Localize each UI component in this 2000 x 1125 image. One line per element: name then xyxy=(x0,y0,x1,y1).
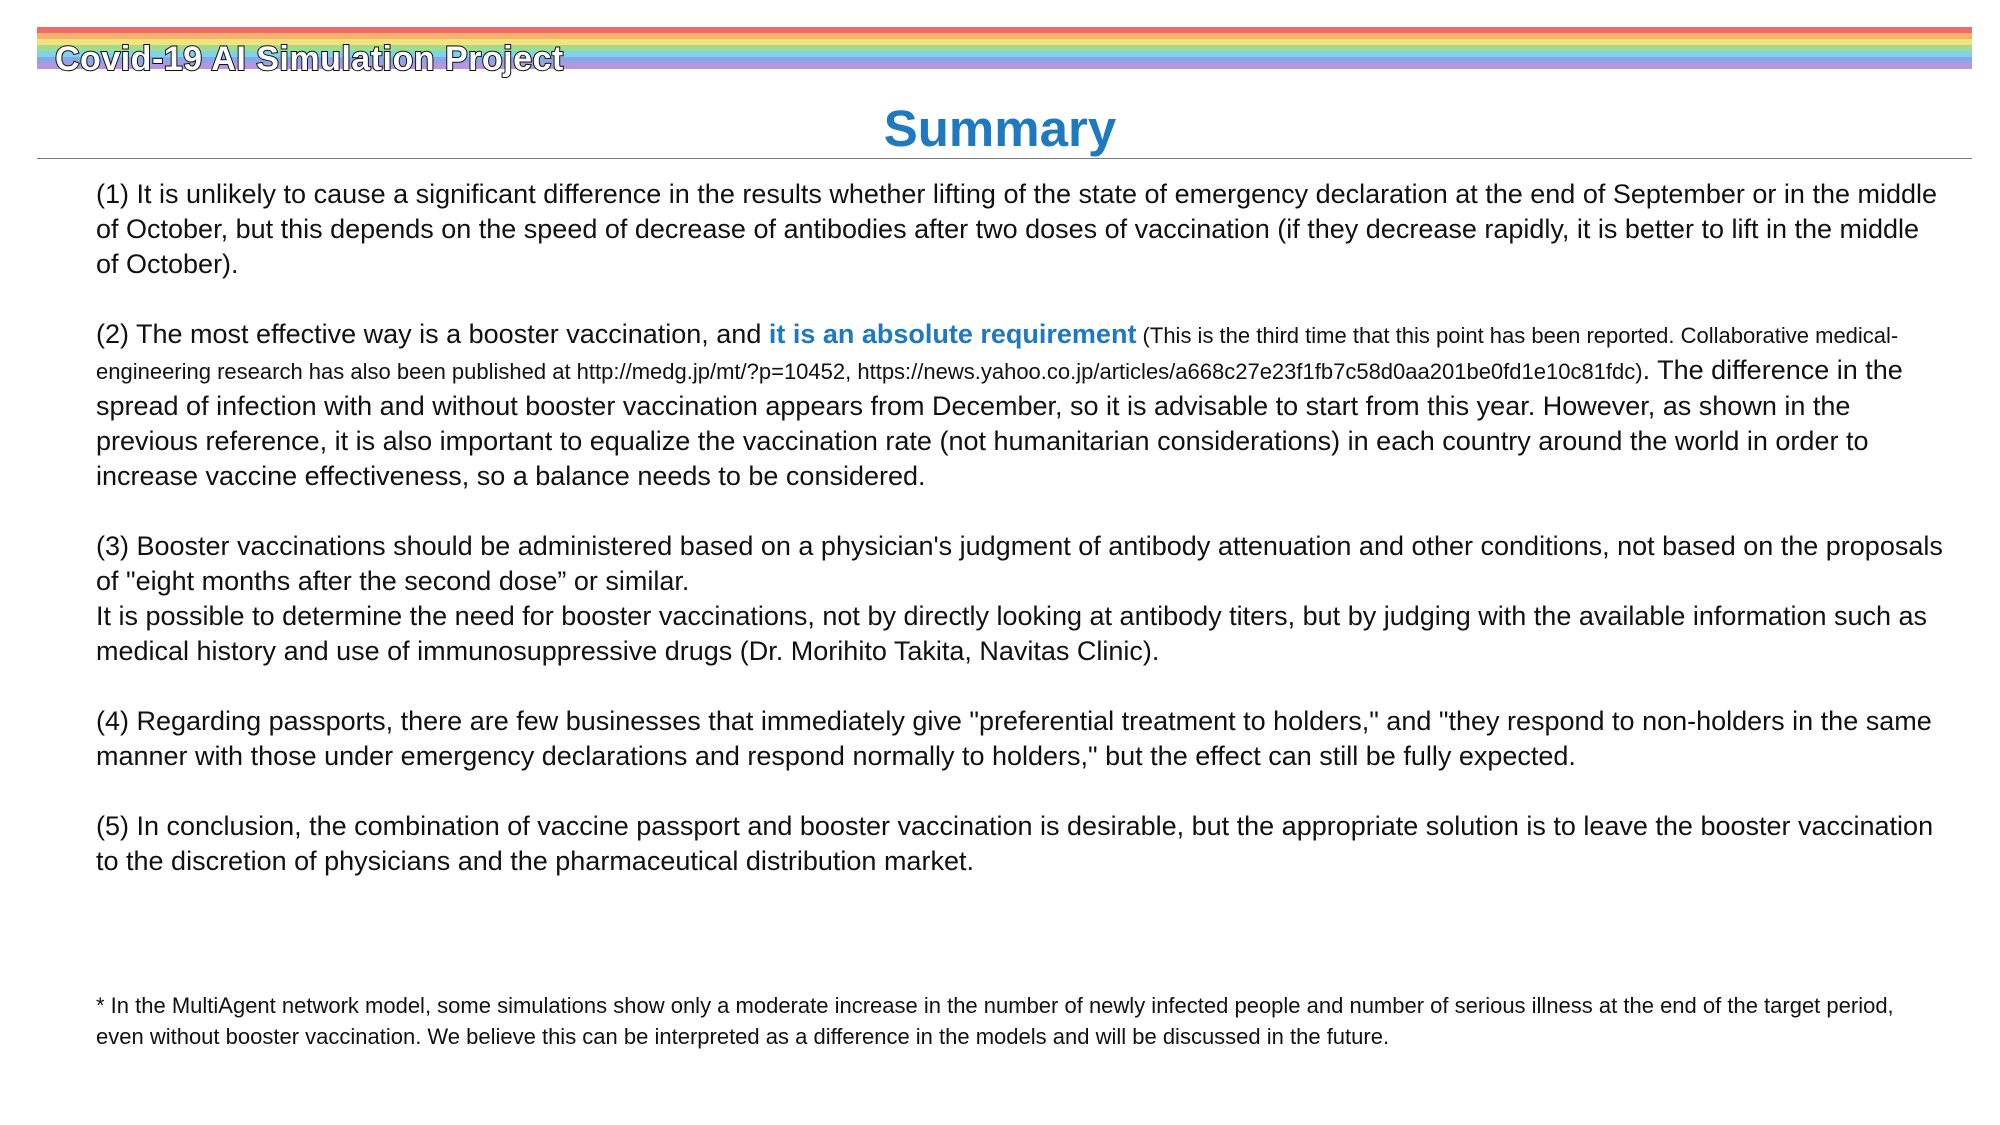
point-5-text: (5) In conclusion, the combination of vaccine passport and booster vaccination is desirable, but the appropriate solution is to leave the booster vaccination to the discretion of physicians and the pharmaceutical distribution market. xyxy=(96,811,1934,876)
summary-point-1 xyxy=(96,177,1946,282)
point-2-reference-note: (This is the third time that this point has been reported. Collaborative medical-engineering research has also been published at http://medg.jp/mt/?p=10452, https://news.yahoo.co.jp/articles/a668c27e23f1fb7c58d0aa201be0fd1e10c81fdc) xyxy=(96,323,1899,384)
point-2-lead: (2) The most effective way is a booster vaccination, and xyxy=(96,319,769,349)
point-2-text xyxy=(96,317,1946,494)
summary-point-4 xyxy=(96,704,1946,774)
summary-body xyxy=(96,177,1946,914)
point-2-rest: . The difference in the spread of infection with and without booster vaccination appears from December, so it is advisable to start from this year. However, as shown in the previous reference, it is also important to equalize the vaccination rate (not humanitarian considerations) in each country around the world in order to increase vaccine effectiveness, so a balance needs to be considered. xyxy=(96,355,1903,491)
summary-point-2 xyxy=(96,317,1946,494)
project-title: Covid-19 AI Simulation Project xyxy=(55,40,564,78)
point-3-detail: It is possible to determine the need for booster vaccinations, not by directly looking at antibody titers, but by judging with the available information such as medical history and use of immunosuppressive drugs (Dr. Morihito Takita, Navitas Clinic). xyxy=(96,601,1928,666)
point-4-text: (4) Regarding passports, there are few businesses that immediately give "preferential treatment to holders," and "they respond to non-holders in the same manner with those under emergency declarations and respond normally to holders," but the effect can still be fully expected. xyxy=(96,706,1932,771)
page-title: Summary xyxy=(883,100,1117,157)
summary-point-3 xyxy=(96,529,1946,669)
footnote: * In the MultiAgent network model, some simulations show only a moderate increase in the number of newly infected people and number of serious illness at the end of the target period, even without booster vaccination. We believe this can be interpreted as a difference in the models and will be discussed in the future. xyxy=(96,993,1894,1049)
header-banner xyxy=(37,27,1972,88)
point-2-emphasis: it is an absolute requirement xyxy=(768,319,1137,349)
point-3-text: (3) Booster vaccinations should be administered based on a physician's judgment of antibody attenuation and other conditions, not based on the proposals of "eight months after the second dose” or similar. xyxy=(96,531,1943,596)
summary-point-5 xyxy=(96,809,1946,879)
title-divider xyxy=(37,158,1972,159)
point-1-text: (1) It is unlikely to cause a significant difference in the results whether lifting of the state of emergency declaration at the end of September or in the middle of October, but this depends on the speed of decrease of antibodies after two doses of vaccination (if they decrease rapidly, it is better to lift in the middle of October). xyxy=(96,179,1938,279)
